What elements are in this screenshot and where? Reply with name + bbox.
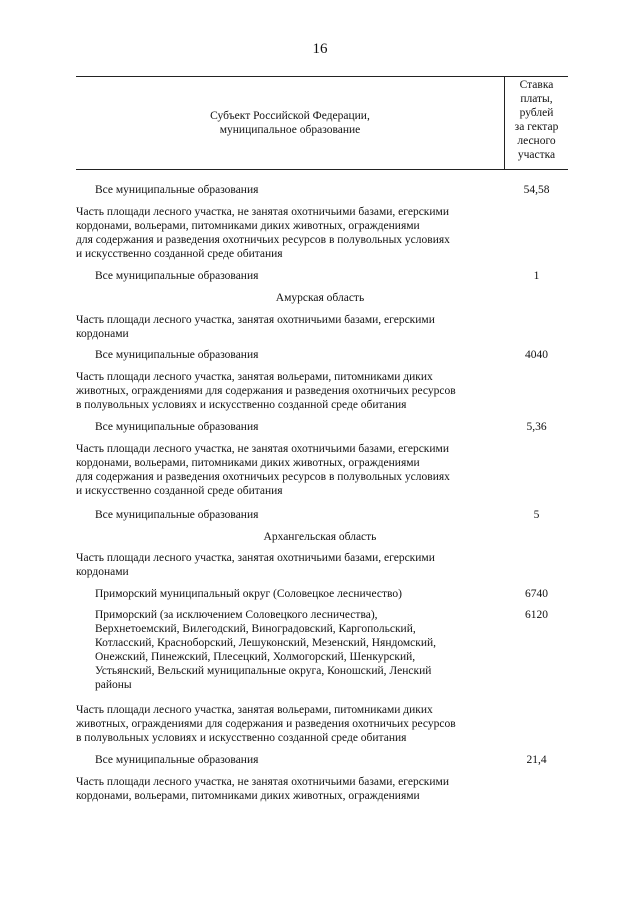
category-text xyxy=(76,703,456,745)
category-text xyxy=(76,205,450,261)
entry-rate: 5 xyxy=(533,509,540,521)
entry-label-line: Приморский (за исключением Соловецкого лесничества), xyxy=(95,609,378,621)
category-text xyxy=(76,775,449,803)
entry-label-line: Онежский, Пинежский, Плесецкий, Холмогорский, Шенкурский, xyxy=(95,651,416,663)
category-line: кордонами, вольерами, питомниками диких животных, ограждениями xyxy=(76,220,420,232)
category-line: Часть площади лесного участка, занятая вольерами, питомниками диких xyxy=(76,704,433,716)
region-heading: Архангельская область xyxy=(263,531,377,543)
category-line: для содержания и разведения охотничьих ресурсов в полувольных условиях xyxy=(76,471,450,483)
entry-label xyxy=(95,587,402,601)
category-line: кордонами xyxy=(76,566,129,578)
header-rate-line: за гектар xyxy=(514,121,559,133)
category-text xyxy=(76,442,450,498)
category-line: Часть площади лесного участка, не занятая охотничьими базами, егерскими xyxy=(76,776,449,788)
category-line: Часть площади лесного участка, занятая вольерами, питомниками диких xyxy=(76,371,433,383)
category-line: Часть площади лесного участка, занятая охотничьими базами, егерскими xyxy=(76,314,435,326)
entry-rate: 54,58 xyxy=(523,184,550,196)
category-line: кордонами xyxy=(76,328,129,340)
page-number: 16 xyxy=(312,41,328,57)
header-rate-line: рублей xyxy=(519,107,554,119)
header-rate-line: платы, xyxy=(520,93,553,105)
category-text xyxy=(76,551,435,579)
category-line: кордонами, вольерами, питомниками диких животных, ограждениями xyxy=(76,790,420,802)
entry-rate: 5,36 xyxy=(526,421,547,433)
category-line: животных, ограждениями для содержания и разведения охотничьих ресурсов xyxy=(76,718,456,730)
entry-label-line: Верхнетоемский, Вилегодский, Виноградовский, Каргопольский, xyxy=(95,623,416,635)
category-line: кордонами, вольерами, питомниками диких животных, ограждениями xyxy=(76,457,420,469)
category-line: Часть площади лесного участка, занятая охотничьими базами, егерскими xyxy=(76,552,435,564)
entry-label-line: Все муниципальные образования xyxy=(95,421,259,433)
category-line: Часть площади лесного участка, не занятая охотничьими базами, егерскими xyxy=(76,443,449,455)
category-line: и искусственно созданной среде обитания xyxy=(76,248,283,260)
entry-rate: 21,4 xyxy=(526,754,547,766)
entry-label-line: Все муниципальные образования xyxy=(95,754,259,766)
header-rate-line: Ставка xyxy=(519,79,554,91)
entry-label xyxy=(95,753,258,767)
entry-label-line: Устьянский, Вельский муниципальные округа, Коношский, Ленский xyxy=(95,665,432,677)
category-text xyxy=(76,313,435,341)
entry-label xyxy=(95,348,258,362)
entry-label-line: Все муниципальные образования xyxy=(95,349,259,361)
entry-rate: 1 xyxy=(533,270,540,282)
entry-rate: 4040 xyxy=(525,349,548,361)
entry-label xyxy=(95,269,258,283)
entry-label-line: районы xyxy=(95,679,132,691)
category-line: и искусственно созданной среде обитания xyxy=(76,485,283,497)
region-heading: Амурская область xyxy=(275,292,365,304)
category-text xyxy=(76,370,456,412)
header-rate-line: лесного xyxy=(517,135,556,147)
entry-label xyxy=(95,183,258,197)
category-line: в полувольных условиях и искусственно созданной среде обитания xyxy=(76,732,407,744)
category-line: в полувольных условиях и искусственно созданной среде обитания xyxy=(76,399,407,411)
header-subject-line: муниципальное образование xyxy=(219,124,361,136)
header-rate-line: участка xyxy=(517,149,556,161)
entry-rate: 6740 xyxy=(525,588,548,600)
entry-label xyxy=(95,508,258,522)
category-line: животных, ограждениями для содержания и разведения охотничьих ресурсов xyxy=(76,385,456,397)
entry-label-line: Котласский, Красноборский, Лешуконский, Мезенский, Няндомский, xyxy=(95,637,437,649)
entry-label xyxy=(95,420,258,434)
entry-rate: 6120 xyxy=(525,609,548,621)
entry-label-line: Все муниципальные образования xyxy=(95,184,259,196)
category-line: для содержания и разведения охотничьих ресурсов в полувольных условиях xyxy=(76,234,450,246)
entry-label-line: Приморский муниципальный округ (Соловецкое лесничество) xyxy=(95,588,402,600)
entry-label-line: Все муниципальные образования xyxy=(95,270,259,282)
header-subject-line: Субъект Российской Федерации, xyxy=(210,110,370,122)
entry-label-line: Все муниципальные образования xyxy=(95,509,259,521)
entry-label xyxy=(95,608,436,692)
category-line: Часть площади лесного участка, не занятая охотничьими базами, егерскими xyxy=(76,206,449,218)
